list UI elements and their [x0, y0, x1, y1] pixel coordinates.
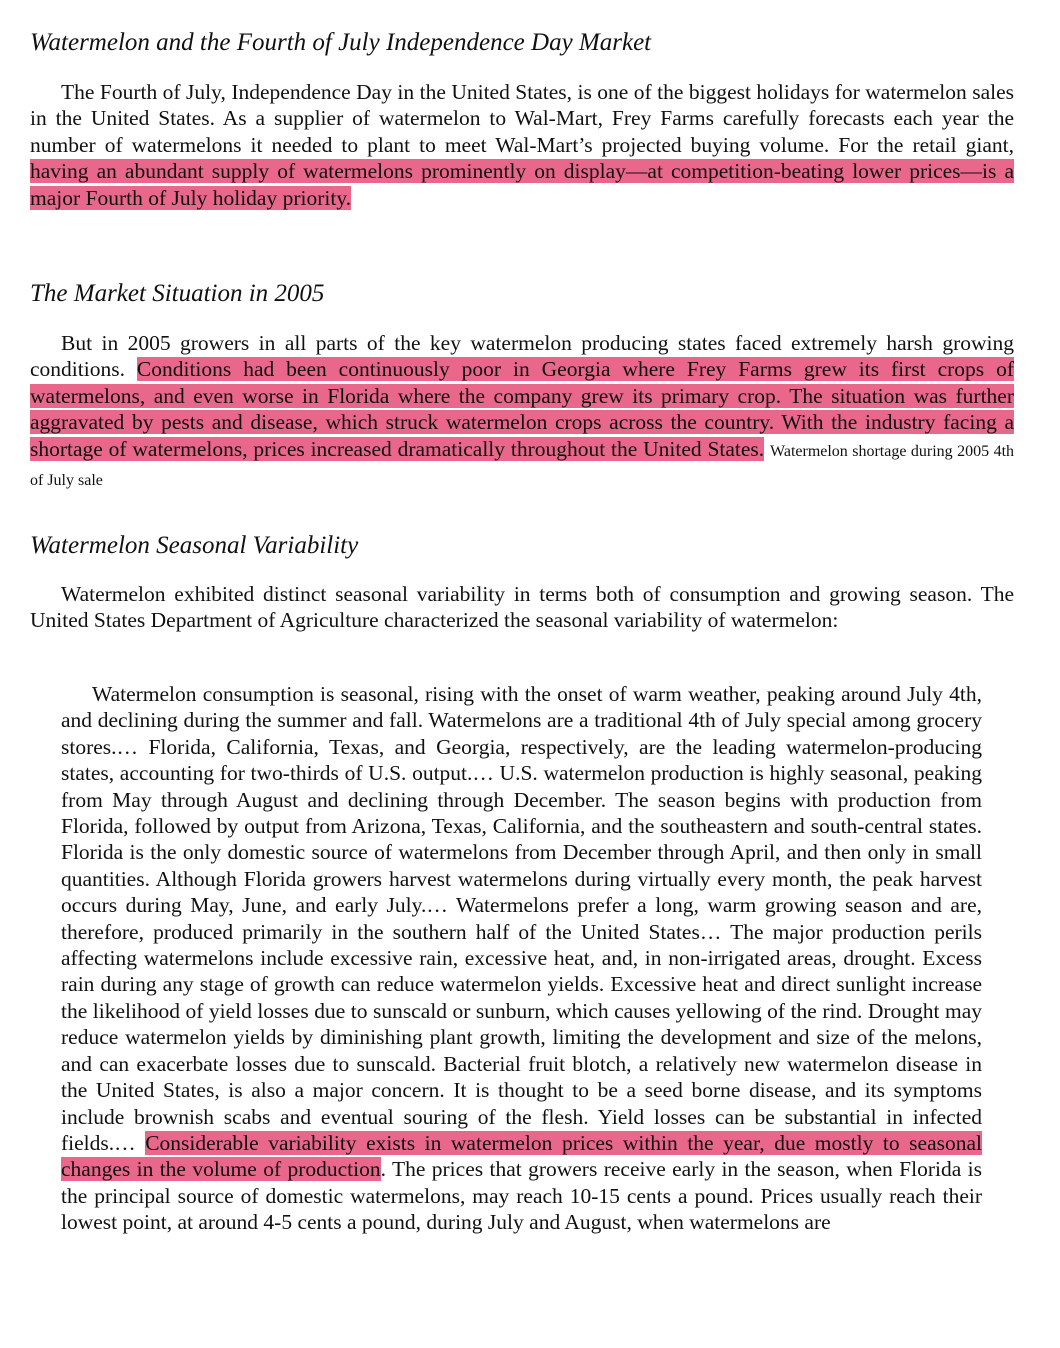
block-quote-usda: [61, 681, 982, 1236]
quote-text: Watermelon consumption is seasonal, rising with the onset of warm weather, peaking around July 4th, and declining during the summer and fall. Watermelons are a traditional 4th of July special among grocery stores.… Florida, California, Texas, and Georgia, respectively, are the leading watermelon-producing states, accounting for two-thirds of U.S. output.… U.S. watermelon production is highly seasonal, peaking from May through August and declining through December. The season begins with production from Florida, followed by output from Arizona, Texas, California, and the southeastern and south-central states. Florida is the only domestic source of watermelons from December through April, and then only in small quantities. Although Florida growers harvest watermelons during virtually every month, the peak harvest occurs during May, June, and early July.… Watermelons prefer a long, warm growing season and are, therefore, produced primarily in the southern half of the United States… The major production perils affecting watermelons include excessive rain, excessive heat, and, in non-irrigated areas, drought. Excess rain during any stage of growth can reduce watermelon yields. Excessive heat and direct sunlight increase the likelihood of yield losses due to sunscald or sunburn, which causes yellowing of the rind. Drought may reduce watermelon yields by diminishing plant growth, limiting the development and size of the melons, and can exacerbate losses due to sunscald. Bacterial fruit blotch, a relatively new watermelon disease in the United States, is also a major concern. It is thought to be a seed borne disease, and its symptoms include brownish scabs and eventual souring of the flesh. Yield losses can be substantial in infected fields.…: [61, 682, 982, 1155]
section-heading-seasonal-variability: Watermelon Seasonal Variability: [30, 532, 359, 559]
section-heading-fourth-of-july: Watermelon and the Fourth of July Independence Day Market: [30, 29, 652, 56]
section-heading-market-situation: The Market Situation in 2005: [30, 280, 325, 307]
highlighted-text: Conditions had been continuously poor in Georgia where Frey Farms grew its first crops of watermelons, and even worse in Florida where the company grew its primary crop. The situation was further aggravated by pests and disease, which struck watermelon crops across the country. With the industry facing a shortage of watermelons, prices increased dramatically throughout the United States.: [30, 357, 1014, 461]
highlighted-text: Considerable variability exists in watermelon prices within the year, due mostly to seasonal changes in the volume of production: [61, 1130, 982, 1182]
paragraph-seasonal-variability: Watermelon exhibited distinct seasonal variability in terms both of consumption and growing season. The United States Department of Agriculture characterized the seasonal variability of watermelon:: [30, 582, 1014, 633]
quote-text-continued: . The prices that growers receive early in the season, when Florida is the principal source of domestic watermelons, may reach 10-15 cents a pound. Prices usually reach their lowest point, at around 4-5 cents a pound, during July and August, when watermelons are: [61, 1157, 982, 1235]
highlight-annotation: Watermelon shortage during 2005 4th of July sale: [30, 442, 1015, 490]
paragraph-fourth-of-july: [30, 79, 1014, 211]
highlighted-text: having an abundant supply of watermelons prominently on display—at competition-beating lower prices—is a major Fourth of July holiday priority.: [30, 159, 1014, 210]
paragraph-text: But in 2005 growers in all parts of the key watermelon producing states faced extremely harsh growing conditions.: [30, 331, 1014, 382]
paragraph-market-situation: [30, 330, 1014, 494]
paragraph-text: The Fourth of July, Independence Day in the United States, is one of the biggest holidays for watermelon sales in the United States. As a supplier of watermelon to Wal-Mart, Frey Farms carefully forecasts each year the number of watermelons it needed to plant to meet Wal-Mart’s projected buying volume. For the retail giant,: [30, 80, 1014, 157]
